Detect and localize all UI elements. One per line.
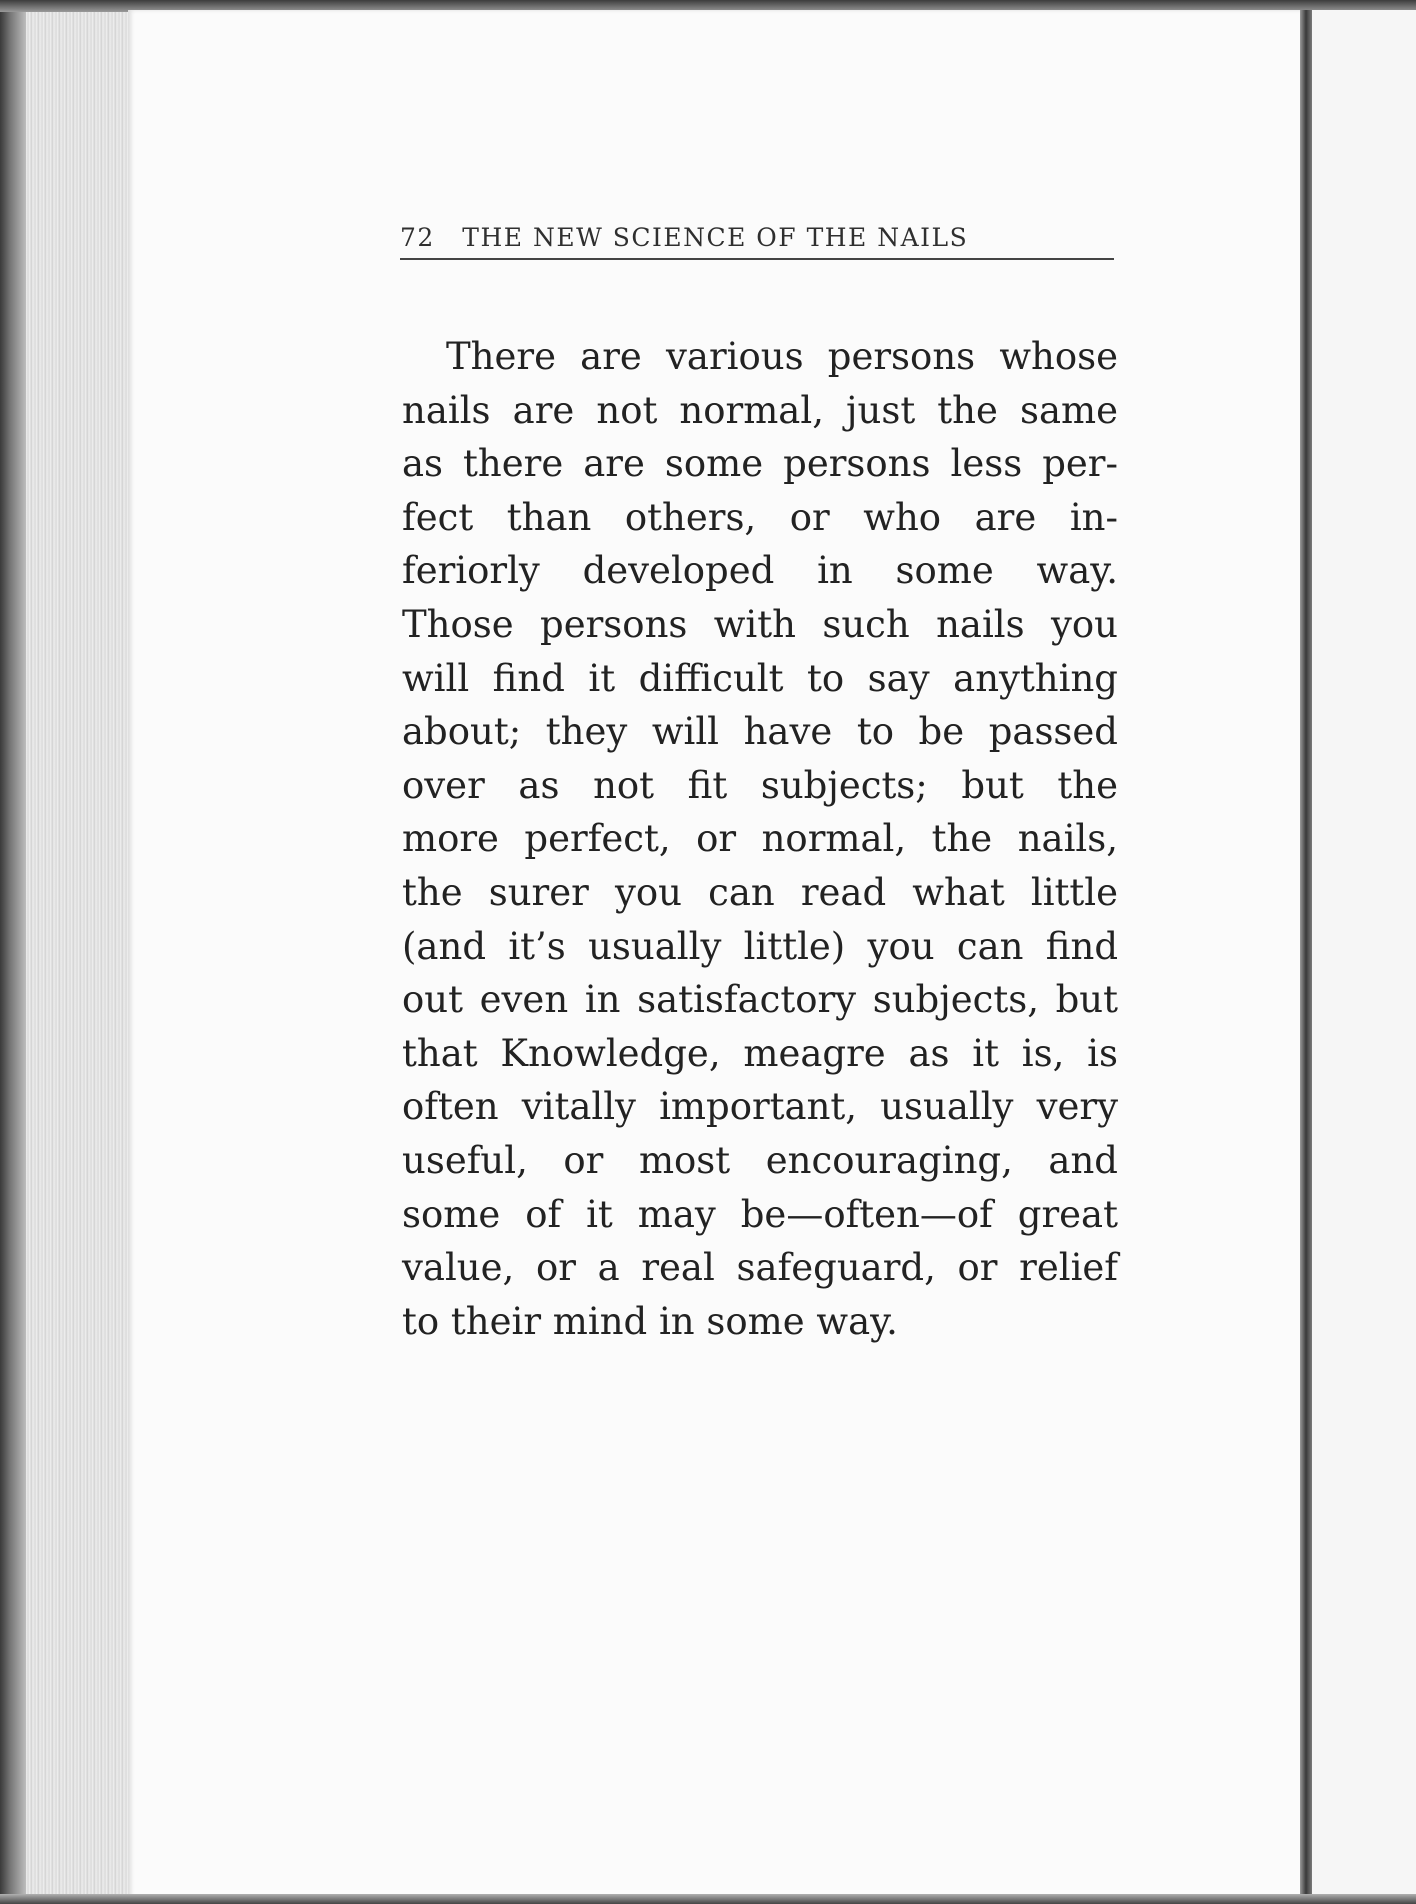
text-line: useful, or most encouraging, and <box>402 1138 1118 1182</box>
facing-page-edge <box>1312 10 1416 1904</box>
running-head <box>400 218 1114 260</box>
text-line: nails are not normal, just the same <box>402 388 1118 432</box>
running-title: THE NEW SCIENCE OF THE NAILS <box>462 223 969 252</box>
text-line: over as not fit subjects; but the <box>402 763 1118 807</box>
text-line: Those persons with such nails you <box>402 602 1118 646</box>
body-paragraph <box>402 330 1118 1348</box>
text-line: feriorly developed in some way. <box>402 549 1118 593</box>
text-line: often vitally important, usually very <box>402 1085 1118 1129</box>
page-number: 72 <box>400 223 435 252</box>
text-line: that Knowledge, meagre as it is, is <box>402 1031 1118 1075</box>
text-line: value, or a real safeguard, or relief <box>402 1246 1118 1290</box>
text-line: to their mind in some way. <box>402 1299 898 1343</box>
text-line: the surer you can read what little <box>402 870 1118 914</box>
text-line: will find it difficult to say anything <box>402 656 1118 700</box>
scan-bottom-border <box>0 1894 1416 1904</box>
text-line: some of it may be—often—of great <box>402 1192 1118 1236</box>
text-line: out even in satisfactory subjects, but <box>402 978 1118 1022</box>
book-binding-gutter <box>1300 10 1312 1904</box>
text-line: There are various persons whose <box>446 335 1118 378</box>
text-line: about; they will have to be passed <box>402 710 1118 754</box>
book-cover-edge <box>0 0 26 1904</box>
text-line: (and it’s usually little) you can find <box>402 924 1118 968</box>
text-line: more perfect, or normal, the nails, <box>402 817 1118 861</box>
text-line: fect than others, or who are in- <box>402 495 1118 539</box>
text-line: as there are some persons less per- <box>402 442 1118 486</box>
